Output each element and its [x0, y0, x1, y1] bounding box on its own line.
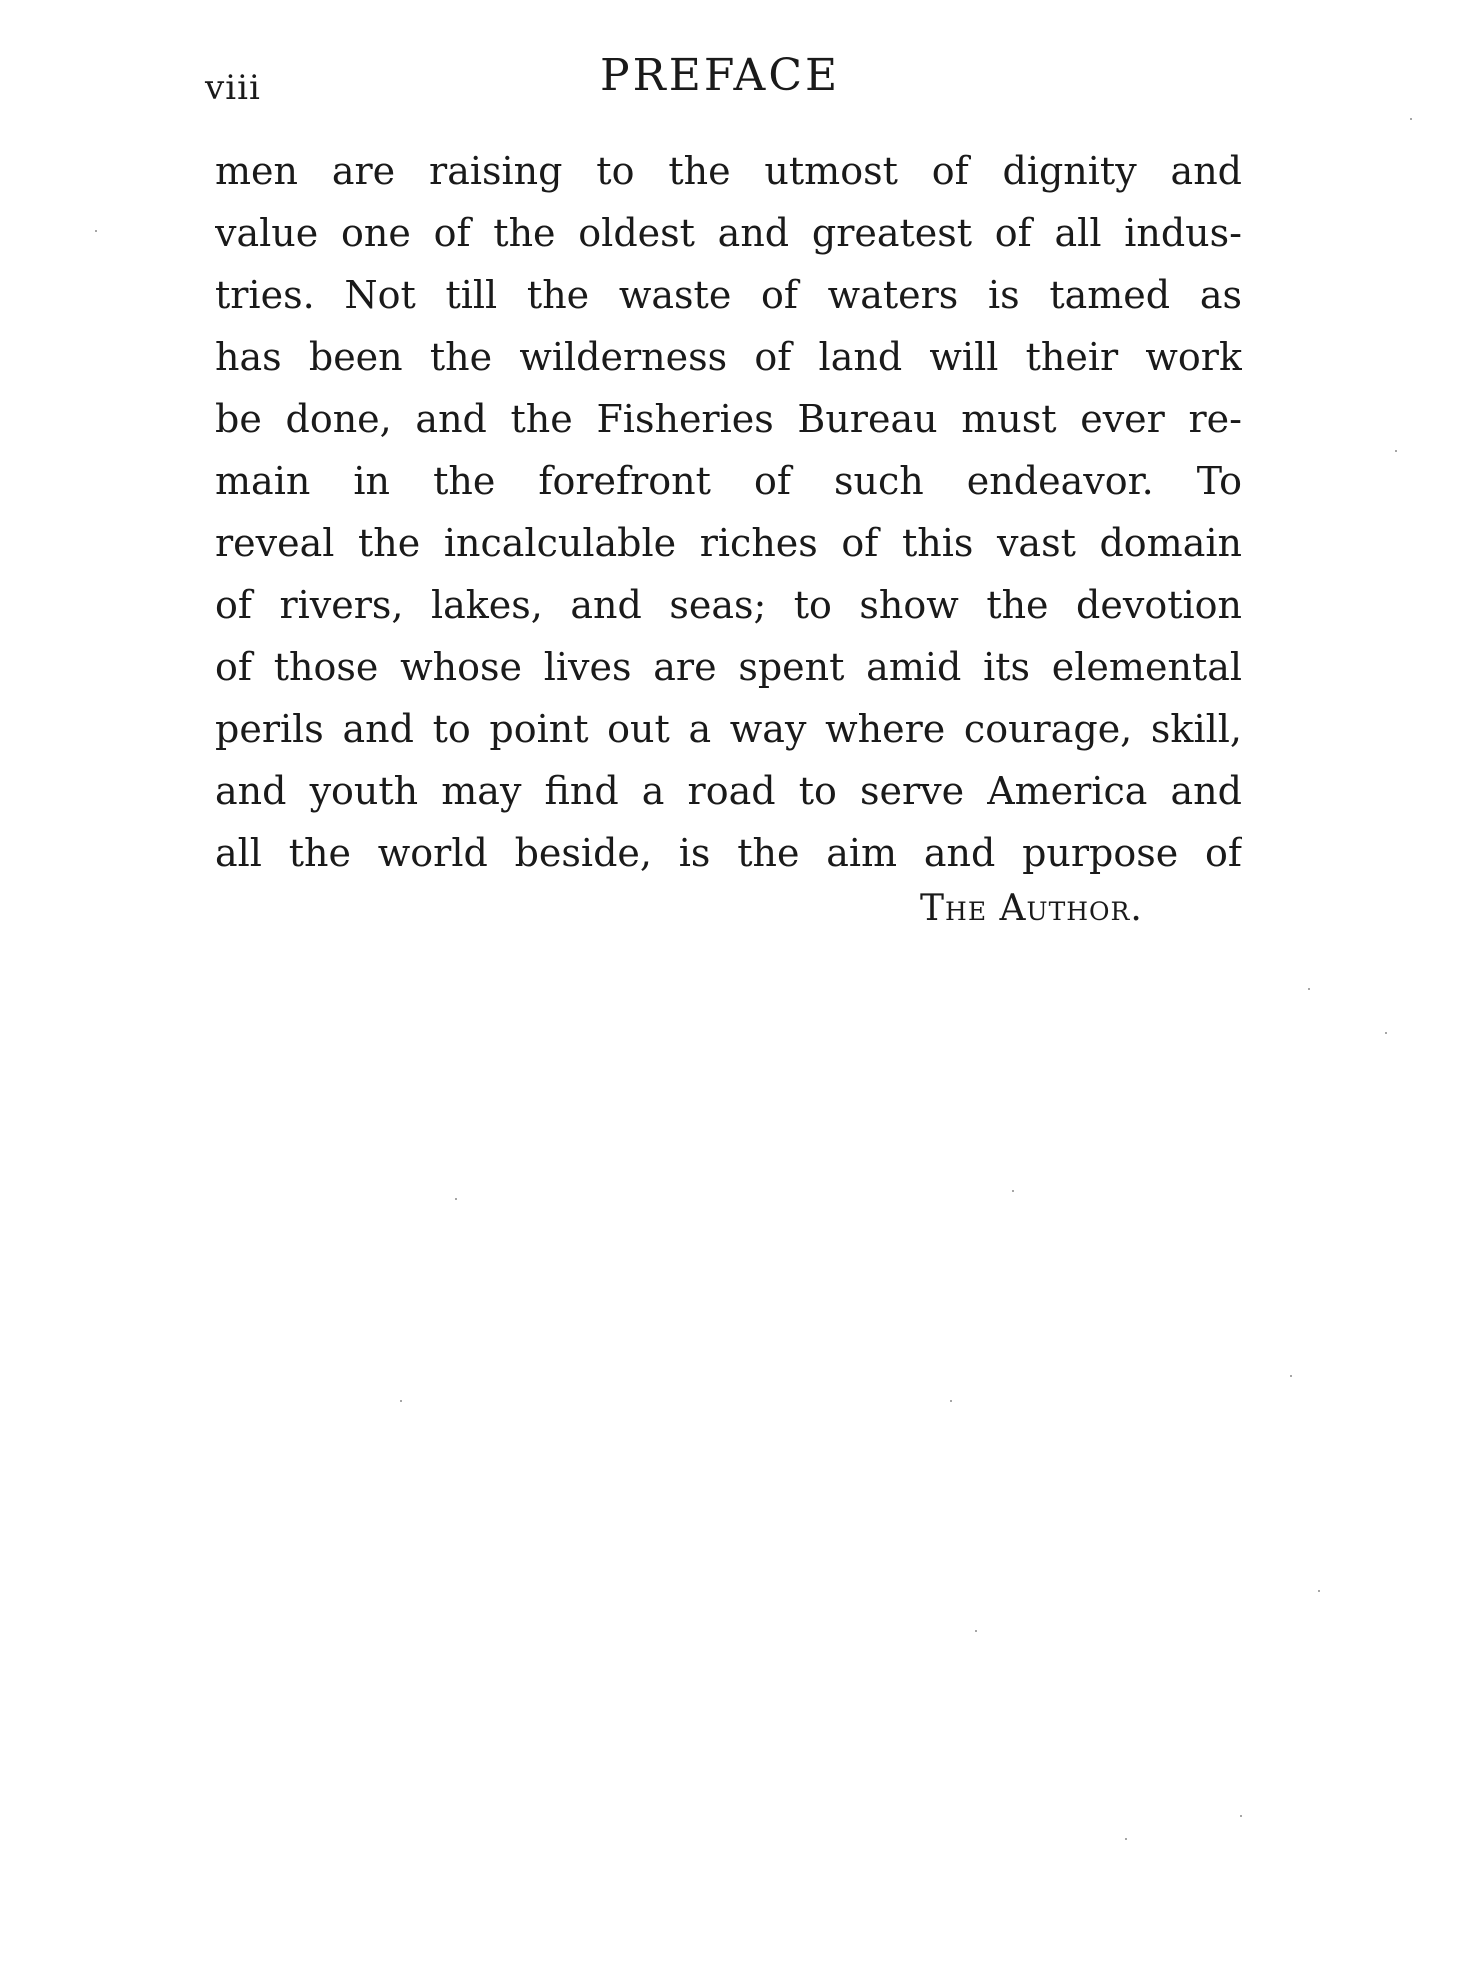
- scan-speck: [1318, 1590, 1320, 1592]
- text-line: value one of the oldest and greatest of all indus-: [215, 211, 1242, 255]
- text-line: men are raising to the utmost of dignity and: [215, 149, 1242, 193]
- text-line: reveal the incalculable riches of this vast domain: [215, 521, 1242, 565]
- text-line: tries. Not till the waste of waters is tamed as: [215, 273, 1242, 317]
- scan-speck: [1240, 1815, 1242, 1817]
- text-line: of those whose lives are spent amid its elemental: [215, 645, 1242, 689]
- scan-speck: [1410, 118, 1412, 120]
- text-line: of rivers, lakes, and seas; to show the devotion: [215, 583, 1242, 627]
- scan-speck: [95, 230, 97, 232]
- scan-speck: [400, 1400, 402, 1402]
- scan-speck: [950, 1400, 952, 1402]
- scan-speck: [975, 1630, 977, 1632]
- scan-speck: [455, 1198, 457, 1200]
- text-line: has been the wilderness of land will their work: [215, 335, 1242, 379]
- text-line: all the world beside, is the aim and purpose of: [215, 831, 1242, 875]
- author-signature: The Author.: [920, 888, 1143, 929]
- text-line: and youth may find a road to serve America and: [215, 769, 1242, 813]
- scan-speck: [1012, 1190, 1014, 1192]
- scan-speck: [1125, 1838, 1127, 1840]
- scan-speck: [1395, 450, 1397, 452]
- text-line: be done, and the Fisheries Bureau must ever re-: [215, 397, 1242, 441]
- text-line: perils and to point out a way where courage, skill,: [215, 707, 1242, 751]
- scan-speck: [1385, 1032, 1387, 1034]
- preface-text: [215, 140, 1242, 884]
- scan-speck: [1290, 1375, 1292, 1377]
- running-head: [205, 50, 1245, 110]
- scan-speck: [1308, 988, 1310, 990]
- text-line: main in the forefront of such endeavor. To: [215, 459, 1242, 503]
- running-title: PREFACE: [600, 50, 841, 101]
- page-number: viii: [205, 68, 261, 108]
